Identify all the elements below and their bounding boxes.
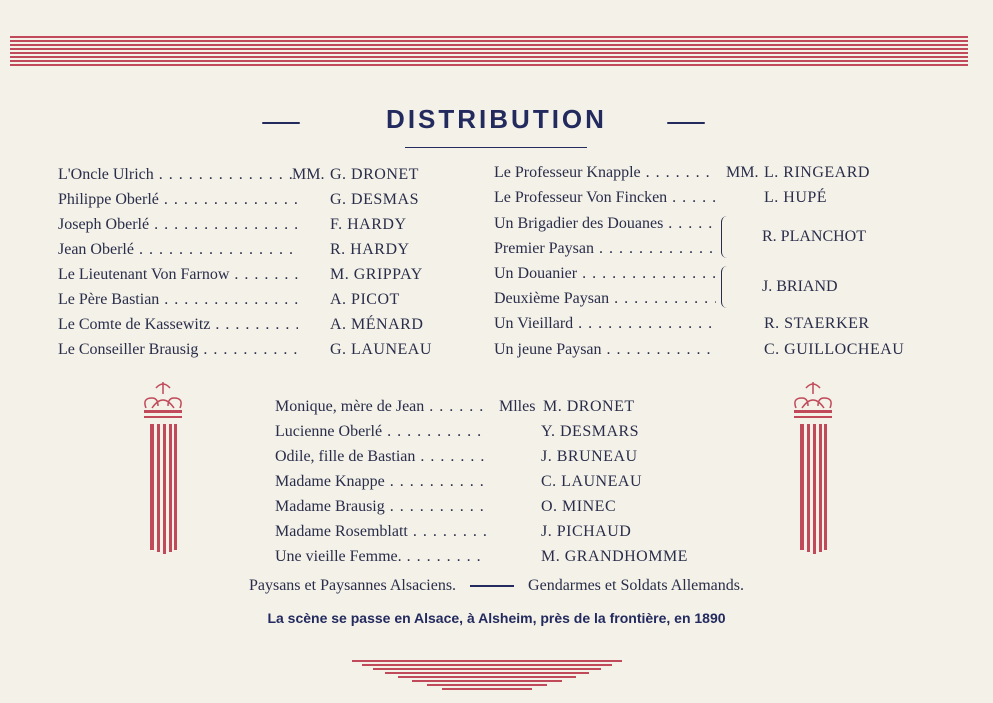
actor: F. HARDY [330,216,407,233]
role: Monique, mère de Jean . . [275,396,487,418]
actor: J. BRUNEAU [541,448,638,465]
actor: L. HUPÉ [764,189,828,206]
actor: M. GRIPPAY [330,266,423,283]
actor: G. DRONET [330,166,419,183]
walkon-right: Gendarmes et Soldats Allemands. [528,577,745,594]
prefix: Mlles [499,398,536,415]
grouped-actor: R. PLANCHOT [762,228,867,245]
cast-row [58,164,478,186]
prefix: MM. [726,164,759,181]
actor: L. RINGEARD [764,164,870,181]
cast-row [58,314,478,336]
actor: O. MINEC [541,498,617,515]
cast-row [275,471,715,493]
cast-row [58,189,478,211]
role: Jean Oberlé . . [58,239,298,261]
actor: C. LAUNEAU [541,473,642,490]
role: Lucienne Oberlé . . [275,421,487,443]
actor: C. GUILLOCHEAU [764,341,905,358]
cast-row [494,187,914,209]
actor: A. PICOT [330,291,400,308]
role: Madame Knappe . . [275,471,487,493]
role: Le Père Bastian . . [58,289,298,311]
role: Deuxième Paysan . . [494,288,716,310]
cast-row [275,396,715,418]
role: Le Professeur Knapple . . [494,162,716,184]
role: Madame Rosemblatt . . [275,521,487,543]
cast-row [275,446,715,468]
role: Un Vieillard . . [494,313,716,335]
role: Le Conseiller Brausig . . [58,339,298,361]
cast-row [275,521,715,543]
cast-row [494,313,914,335]
actor: Y. DESMARS [541,423,640,440]
title-dash-right [667,122,705,124]
role: Joseph Oberlé . . [58,214,298,236]
role: Philippe Oberlé . . [58,189,298,211]
walkon-line [0,577,993,595]
actor: J. PICHAUD [541,523,632,540]
role: Premier Paysan . . [494,238,716,260]
actor: G. DESMAS [330,191,419,208]
role: Odile, fille de Bastian . . [275,446,487,468]
bottom-decorative-band [352,660,622,692]
walkon-separator [470,585,514,587]
role: L'Oncle Ulrich . . [58,164,298,186]
bracket-group-2 [721,266,732,308]
role: Un jeune Paysan . . [494,339,716,361]
top-decorative-band [10,36,968,68]
setting-note: La scène se passe en Alsace, à Alsheim, près de la frontière, en 1890 [267,610,726,626]
left-column-ornament [140,380,186,558]
cast-row [58,289,478,311]
role: Le Professeur Von Fincken . . [494,187,716,209]
actor: M. DRONET [543,398,635,415]
role: Madame Brausig . . [275,496,487,518]
title-underline [405,147,587,148]
walkon-left: Paysans et Paysannes Alsaciens. [248,577,457,594]
role: Une vieille Femme. . . [275,546,487,568]
cast-row [58,239,478,261]
cast-row [494,339,934,361]
actor: G. LAUNEAU [330,341,432,358]
prefix: MM. [292,166,325,183]
actor: A. MÉNARD [330,316,424,333]
role: Un Brigadier des Douanes . . [494,213,716,235]
actor: M. GRANDHOMME [541,548,688,565]
cast-row [58,339,478,361]
right-column-ornament [790,380,836,558]
cast-row [275,421,715,443]
role: Le Comte de Kassewitz . . [58,314,298,336]
role: Un Douanier . . [494,263,716,285]
page-title: DISTRIBUTION [386,104,607,134]
cast-row [275,496,715,518]
cast-row [275,546,715,568]
actor: R. HARDY [330,241,410,258]
bracket-group-1 [721,216,732,258]
role: Le Lieutenant Von Farnow . . [58,264,298,286]
grouped-actor: J. BRIAND [762,278,838,295]
cast-row [58,264,478,286]
actor: R. STAERKER [764,315,870,332]
cast-row [494,162,914,184]
cast-row [58,214,478,236]
